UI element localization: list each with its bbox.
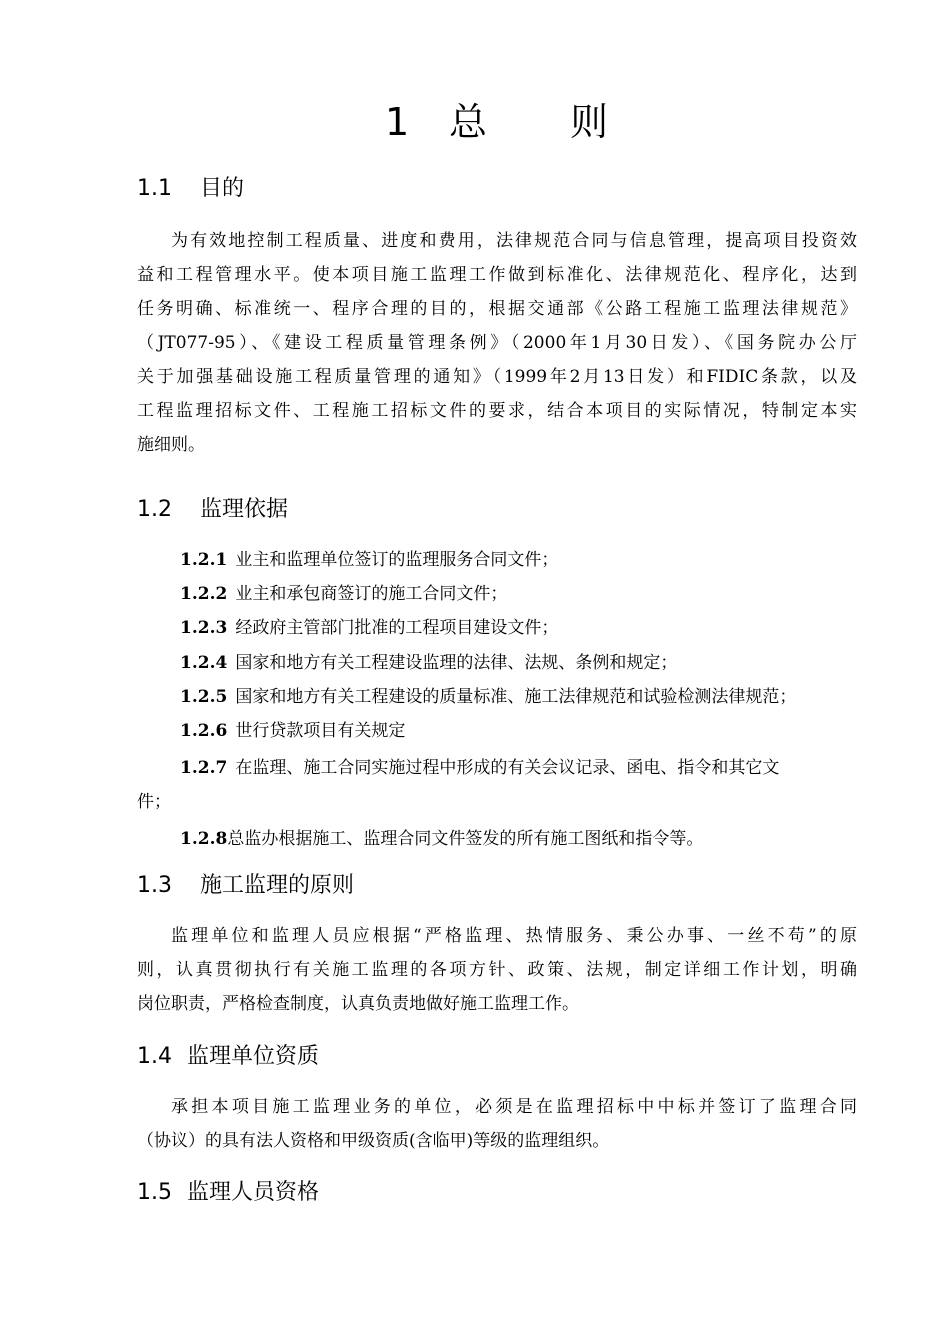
section-heading-1-5 (137, 1176, 319, 1210)
section-heading-1-4 (137, 1040, 319, 1074)
section-heading-1-3 (137, 869, 354, 903)
section-title: 监理单位资质 (187, 1044, 320, 1069)
item-text: 国家和地方有关工程建设监理的法律、法规、条例和规定； (235, 653, 678, 673)
chapter-number: 1 (385, 100, 410, 144)
item-text: 国家和地方有关工程建设的质量标准、施工法律规范和试验检测法律规范； (235, 687, 797, 707)
paragraph-line: 任务明确、标准统一、程序合理的目的，根据交通部《公路工程施工监理法律规范》 (137, 299, 857, 319)
paragraph-purpose (137, 224, 857, 462)
item-number: 1.2.4 (180, 653, 228, 673)
section-heading-1-1 (137, 172, 244, 206)
paragraph-line: （协议）的具有法人资格和甲级资质(含临甲)等级的监理组织。 (137, 1131, 610, 1151)
section-title: 监理人员资格 (187, 1180, 320, 1205)
chapter-char-2: 则 (570, 100, 609, 144)
section-title: 监理依据 (200, 497, 289, 522)
list-item (180, 543, 558, 577)
list-item (180, 611, 558, 645)
section-heading-1-2 (137, 493, 288, 527)
list-item (180, 646, 677, 680)
paragraph-line: 施细则。 (137, 435, 205, 455)
section-number: 1.1 (137, 176, 172, 201)
paragraph-line: 为有效地控制工程质量、进度和费用，法律规范合同与信息管理，提高项目投资效 (171, 231, 857, 251)
paragraph-line: （JT077-95）、《建设工程质量管理条例》（2000年1月30日发）、《国务院办公厅 (137, 333, 857, 353)
item-number: 1.2.7 (180, 758, 228, 778)
chapter-title (0, 92, 950, 152)
item-number: 1.2.6 (180, 721, 228, 741)
paragraph-line: 益和工程管理水平。使本项目施工监理工作做到标准化、法律规范化、程序化，达到 (137, 265, 857, 285)
paragraph-line: 则，认真贯彻执行有关施工监理的各项方针、政策、法规，制定详细工作计划，明确 (137, 960, 857, 980)
item-text: 经政府主管部门批准的工程项目建设文件； (235, 618, 559, 638)
list-item (180, 680, 796, 714)
paragraph-line: 关于加强基础设施工程质量管理的通知》（1999年2月13日发）和FIDIC条款，以及 (137, 367, 857, 387)
item-text: 在监理、施工合同实施过程中形成的有关会议记录、函电、指令和其它文 (235, 758, 780, 778)
item-number: 1.2.5 (180, 687, 228, 707)
paragraph-qualification (137, 1090, 857, 1158)
list-item-continuation: 件； (137, 792, 171, 812)
item-text: 业主和监理单位签订的监理服务合同文件； (235, 550, 559, 570)
paragraph-line: 岗位职责，严格检查制度，认真负责地做好施工监理工作。 (137, 994, 579, 1014)
section-number: 1.3 (137, 873, 172, 898)
paragraph-line: 工程监理招标文件、工程施工招标文件的要求，结合本项目的实际情况，特制定本实 (137, 401, 857, 421)
list-item (180, 751, 779, 785)
section-number: 1.4 (137, 1044, 172, 1069)
item-number: 1.2.2 (180, 584, 228, 604)
item-number: 1.2.8 (180, 829, 228, 849)
list-item (180, 577, 507, 611)
item-text: 总监办根据施工、监理合同文件签发的所有施工图纸和指令等。 (227, 829, 704, 849)
list-item (180, 822, 703, 856)
paragraph-line: 监理单位和监理人员应根据“严格监理、热情服务、秉公办事、一丝不苟”的原 (171, 926, 857, 946)
list-item (180, 714, 405, 748)
item-number: 1.2.1 (180, 550, 228, 570)
section-number: 1.5 (137, 1180, 172, 1205)
item-text: 业主和承包商签订的施工合同文件； (235, 584, 508, 604)
item-number: 1.2.3 (180, 618, 228, 638)
section-number: 1.2 (137, 497, 172, 522)
paragraph-principles (137, 919, 857, 1021)
paragraph-line: 承担本项目施工监理业务的单位，必须是在监理招标中中标并签订了监理合同 (171, 1097, 857, 1117)
item-text: 世行贷款项目有关规定 (235, 721, 406, 741)
section-title: 目的 (200, 176, 245, 201)
section-title: 施工监理的原则 (200, 873, 355, 898)
chapter-char-1: 总 (449, 100, 488, 144)
